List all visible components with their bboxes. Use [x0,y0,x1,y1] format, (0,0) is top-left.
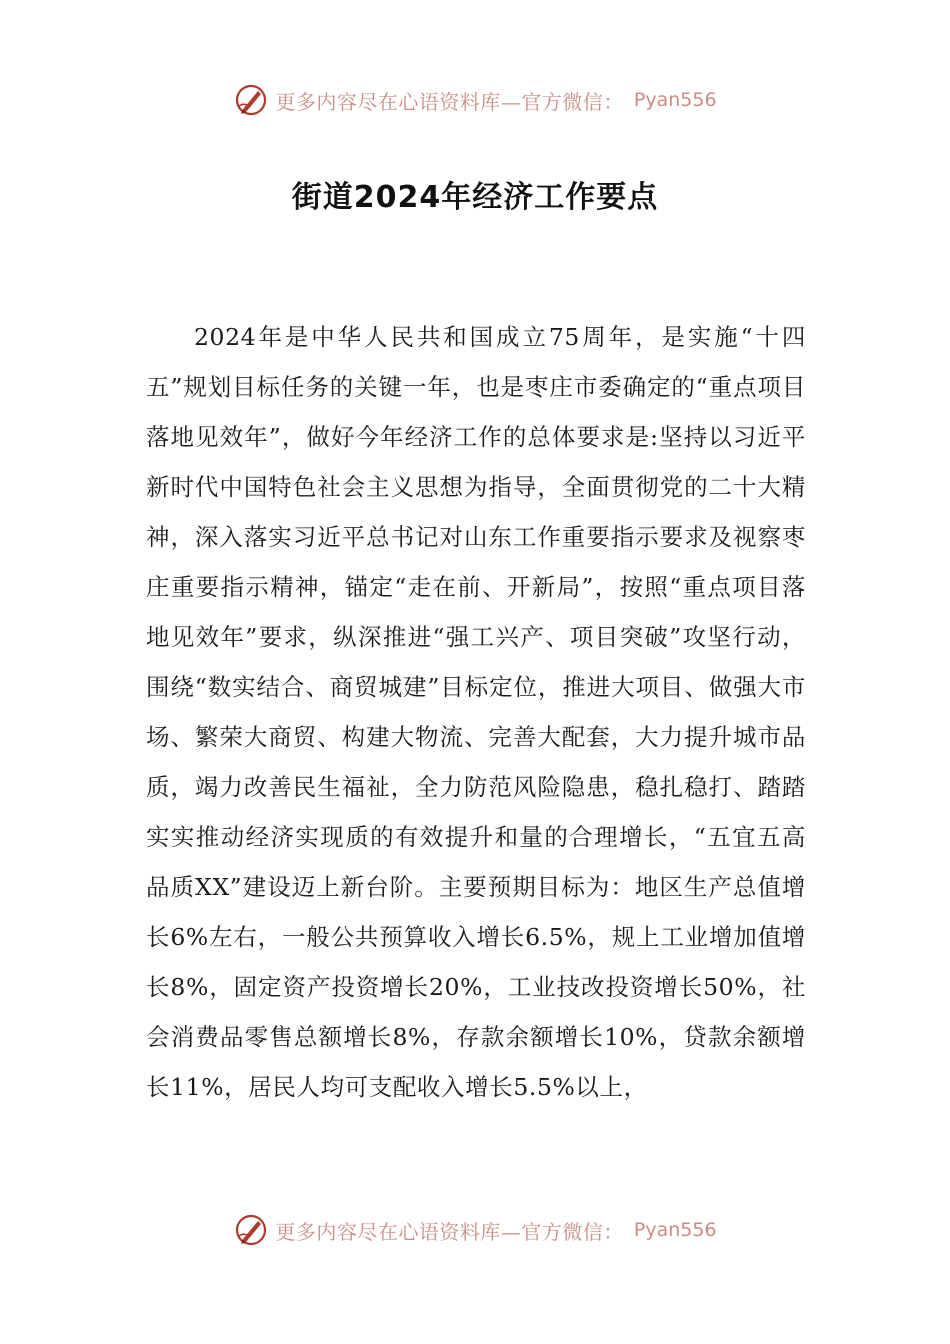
watermark-text: 更多内容尽在心语资料库—官方微信： [275,89,624,114]
pen-in-circle-icon [233,1212,269,1248]
document-title: 街道2024年经济工作要点 [291,180,659,215]
header-watermark [0,82,950,118]
body-paragraph: 2024年是中华人民共和国成立75周年，是实施“十四五”规划目标任务的关键一年，也是枣庄市委确定的“重点项目落地见效年”，做好今年经济工作的总体要求是:坚持以习近平新时代中国特色社会主义思想为指导，全面贯彻党的二十大精神，深入落实习近平总书记对山东工作重要指示要求及视察枣庄重要指示精神，锚定“走在前、开新局”，按照“重点项目落地见效年”要求，纵深推进“强工兴产、项目突破”攻坚行动，围绕“数实结合、商贸城建”目标定位，推进大项目、做强大市场、繁荣大商贸、构建大物流、完善大配套，大力提升城市品质，竭力改善民生福祉，全力防范风险隐患，稳扎稳打、踏踏实实推动经济实现质的有效提升和量的合理增长，“五宜五高品质XX”建设迈上新台阶。主要预期目标为：地区生产总值增长6%左右，一般公共预算收入增长6.5%，规上工业增加值增长8%，固定资产投资增长20%，工业技改投资增长50%，社会消费品零售总额增长8%，存款余额增长10%，贷款余额增长11%，居民人均可支配收入增长5.5%以上， [146,323,806,1101]
pen-in-circle-icon [233,82,269,118]
watermark-text: 更多内容尽在心语资料库—官方微信： [275,1219,624,1244]
footer-watermark [0,1212,950,1248]
watermark-wechat-id: Pyan556 [633,89,717,111]
watermark-wechat-id: Pyan556 [633,1219,717,1241]
